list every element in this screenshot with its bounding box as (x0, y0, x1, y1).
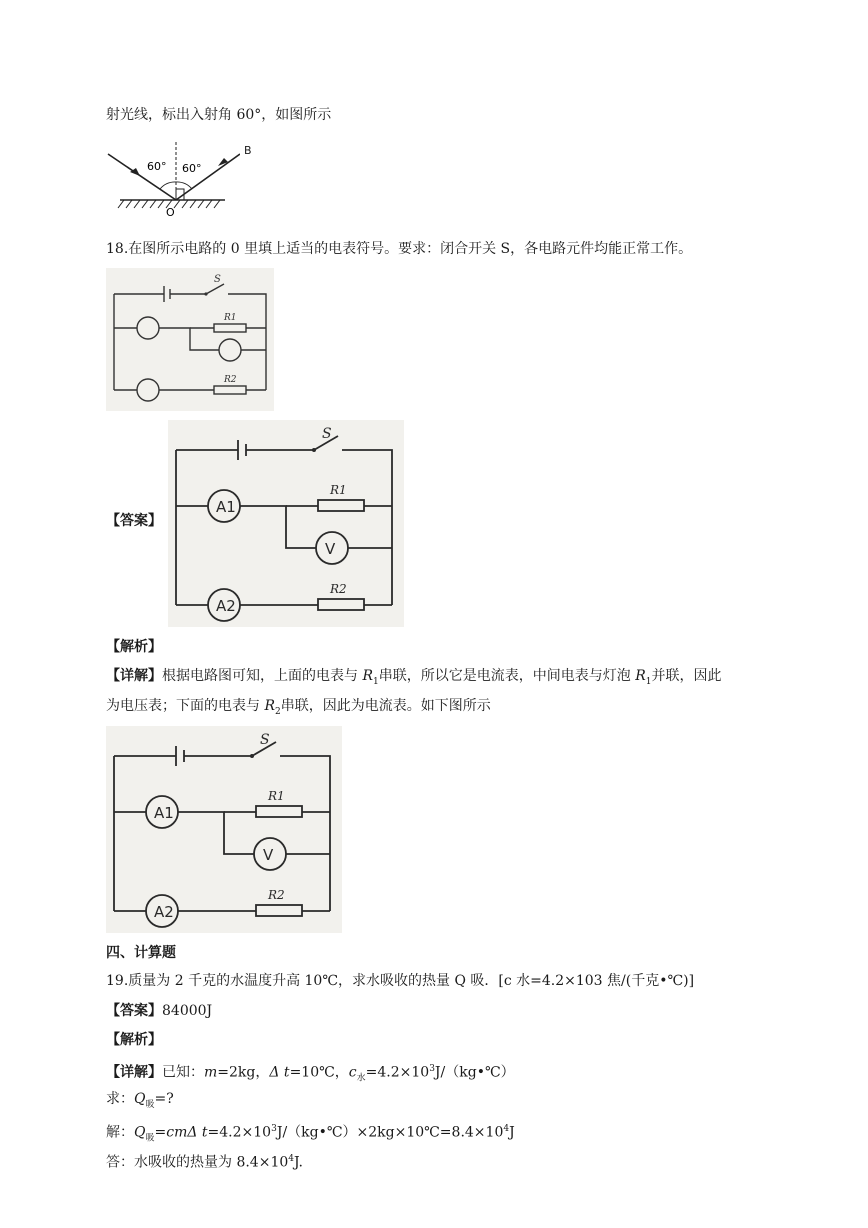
section-title-calculation: 四、计算题 (106, 945, 176, 961)
reflection-intro-text: 射光线，标出入射角 60°，如图所示 (106, 107, 332, 123)
reflection-diagram (100, 140, 240, 220)
answer-a1-label: A1 (216, 498, 236, 516)
label-o: O (166, 206, 175, 219)
detail-line-1: 【详解】根据电路图可知，上面的电表与 $R_1$串联，所以它是电流表，中间电表与灯泡 $R_1$并联，因此 (106, 668, 722, 687)
detail-line-2: 为电压表；下面的电表与 $R_2$串联，因此为电流表。如下图所示 (106, 698, 491, 717)
question-18: 18.在图所示电路的 0 里填上适当的电表符号。要求：闭合开关 S，各电路元件均能正常工作。 (106, 241, 693, 257)
final-answer-line: 答：水吸收的热量为 $8.4\times 10^4J$. (106, 1154, 303, 1171)
ask-line: 求：$Q_吸=$? (106, 1091, 174, 1110)
angle-left-label: 60° (147, 160, 167, 173)
switch-label: S (214, 274, 221, 285)
solution-v-label: V (263, 846, 274, 864)
analysis-label: 【解析】 (106, 639, 162, 655)
solution-r1-label: R1 (268, 789, 285, 803)
answer-r2-label: R2 (330, 582, 347, 596)
solution-a1-label: A1 (154, 804, 174, 822)
analysis-19-label: 【解析】 (106, 1032, 162, 1048)
solution-a2-label: A2 (154, 903, 174, 921)
question-19: 19.质量为 2 千克的水温度升高 10℃，求水吸收的热量 Q 吸．[c 水=4.2×103 焦/(千克•℃)] (106, 973, 695, 989)
r2-label: R2 (224, 375, 237, 385)
solution-switch-label: S (260, 732, 270, 748)
answer-circuit-diagram (168, 420, 404, 627)
blank-circuit-diagram (106, 268, 274, 411)
r1-label: R1 (224, 313, 237, 323)
answer-v-label: V (325, 540, 336, 558)
answer-a2-label: A2 (216, 597, 236, 615)
angle-right-label: 60° (182, 162, 202, 175)
answer-label: 【答案】 (106, 513, 162, 529)
solution-circuit-diagram (106, 726, 342, 933)
answer-r1-label: R1 (330, 483, 347, 497)
known-line: 【详解】已知：m=2kg，Δ t=10℃，$c_水=4.2\times 10^3J/(kg•℃)$ (106, 1064, 515, 1084)
answer-switch-label: S (322, 426, 332, 442)
reflection-b-label: B (244, 144, 252, 157)
solution-r2-label: R2 (268, 888, 285, 902)
answer-19: 【答案】84000J (106, 1003, 213, 1019)
solve-line: 解：$Q_吸=cm\Delta$ $t=4.2\times 10^3J/(kg•℃)\times 2kg\times 10℃=8.4\times 10^4J$ (106, 1124, 515, 1144)
detail-label: 【详解】 (106, 668, 162, 684)
